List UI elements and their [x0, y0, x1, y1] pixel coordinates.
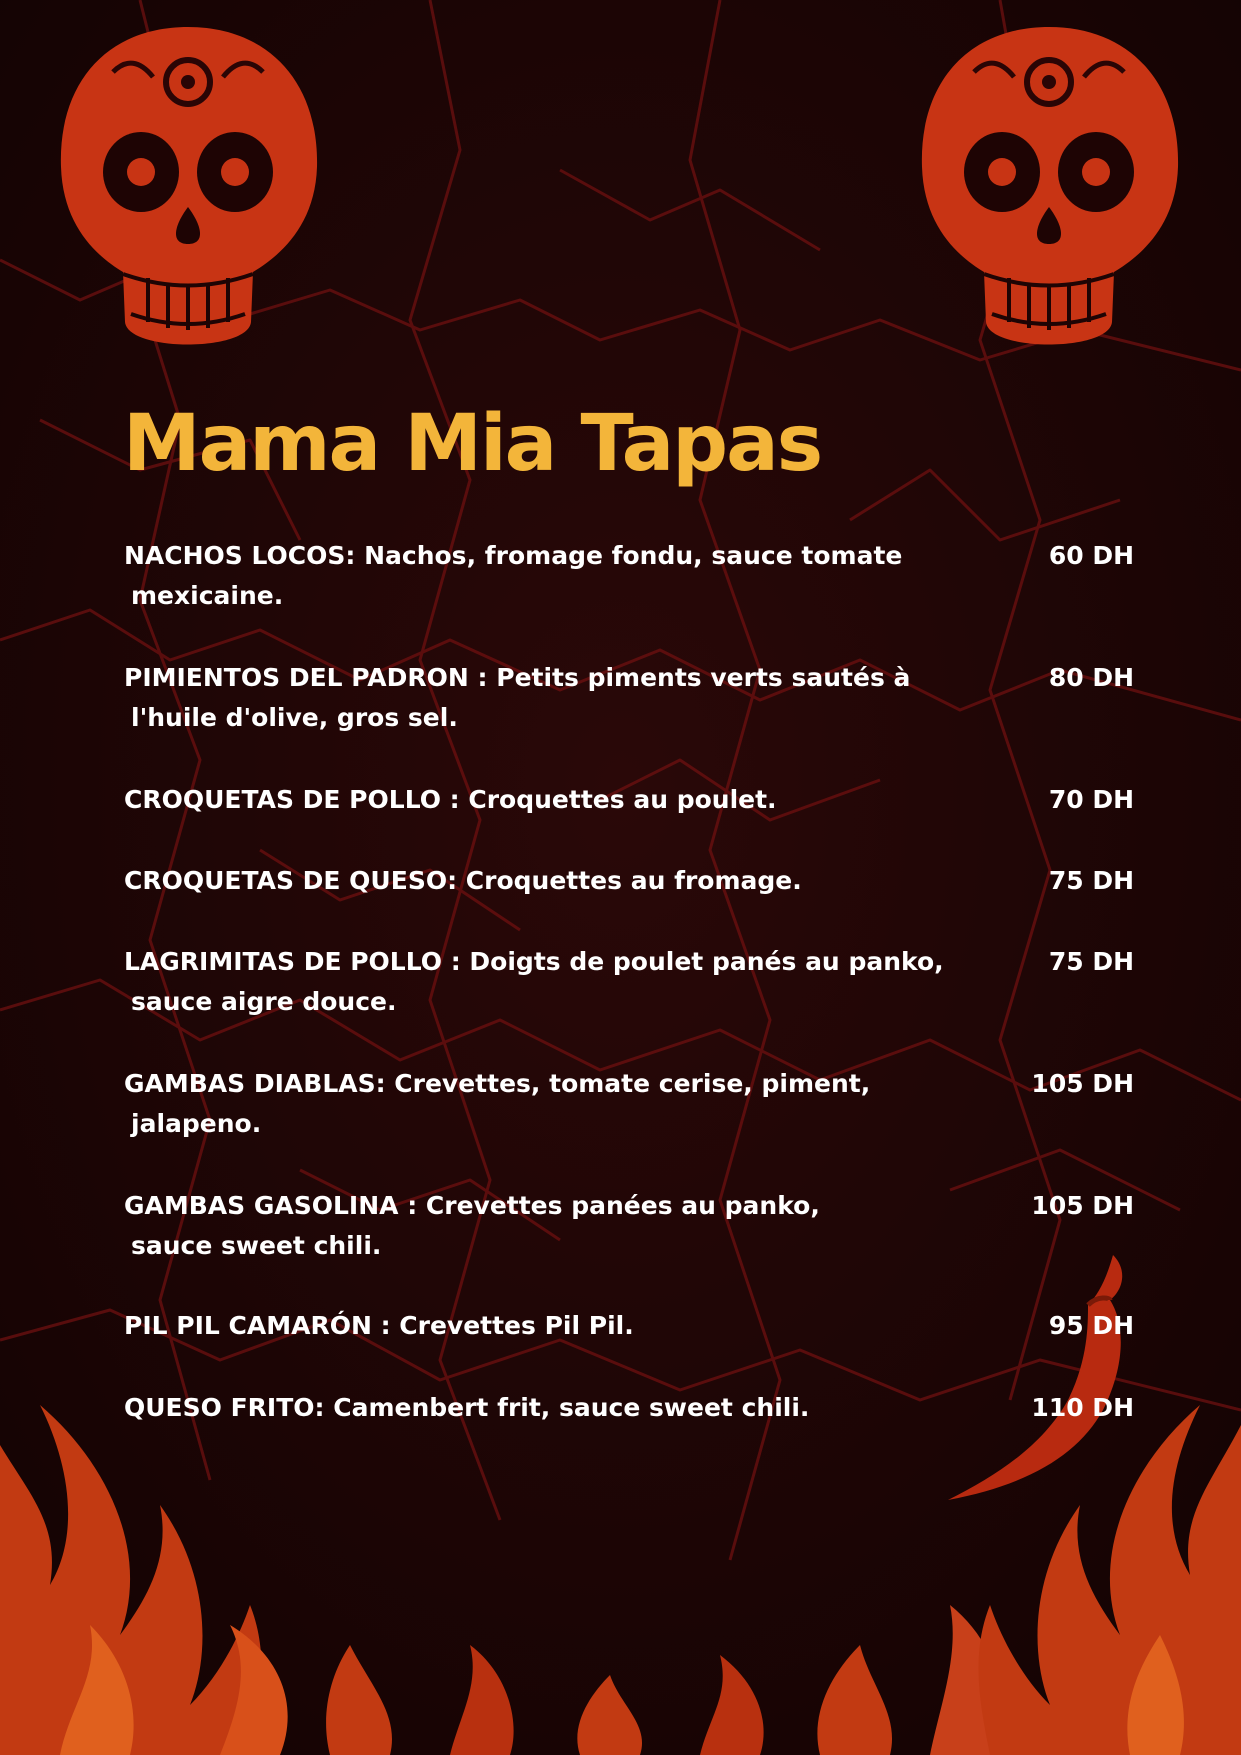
menu-item-name: CROQUETAS DE POLLO : Croquettes au poulet.: [124, 785, 777, 814]
menu-item: [124, 536, 1134, 616]
menu-item-price: 105 DH: [1031, 1191, 1134, 1220]
menu-item: [124, 1186, 1134, 1266]
menu-item-price: 105 DH: [1031, 1069, 1134, 1098]
menu-item-description: mexicaine.: [131, 581, 284, 610]
menu-item-name: PIL PIL CAMARÓN : Crevettes Pil Pil.: [124, 1311, 634, 1340]
menu-item-description: l'huile d'olive, gros sel.: [131, 703, 458, 732]
sugar-skull-icon: [914, 22, 1184, 367]
menu-item-price: 75 DH: [1048, 947, 1134, 976]
page-title: Mama Mia Tapas: [123, 399, 822, 489]
menu-item-name: GAMBAS DIABLAS: Crevettes, tomate cerise, piment,: [124, 1069, 871, 1098]
menu-item-name: NACHOS LOCOS: Nachos, fromage fondu, sauce tomate: [124, 541, 903, 570]
menu-item: [124, 1306, 1134, 1346]
menu-item-name: PIMIENTOS DEL PADRON : Petits piments verts sautés à: [124, 663, 911, 692]
sugar-skull-icon: [53, 22, 323, 367]
flames-icon: [0, 1405, 1241, 1755]
menu-item-name: QUESO FRITO: Camenbert frit, sauce sweet chili.: [124, 1393, 810, 1422]
menu-item-price: 80 DH: [1048, 663, 1134, 692]
menu-item-description: sauce aigre douce.: [131, 987, 397, 1016]
menu-item-name: LAGRIMITAS DE POLLO : Doigts de poulet panés au panko,: [124, 947, 944, 976]
menu-item-name: CROQUETAS DE QUESO: Croquettes au fromage.: [124, 866, 802, 895]
menu-item-description: jalapeno.: [131, 1109, 262, 1138]
menu-item-name: GAMBAS GASOLINA : Crevettes panées au panko,: [124, 1191, 820, 1220]
menu-item: [124, 942, 1134, 1022]
menu-item: [124, 1388, 1134, 1428]
menu-item-price: 70 DH: [1048, 785, 1134, 814]
menu-item-price: 110 DH: [1031, 1393, 1134, 1422]
menu-item-price: 95 DH: [1048, 1311, 1134, 1340]
menu-item-price: 75 DH: [1048, 866, 1134, 895]
menu-item: [124, 780, 1134, 820]
menu-item: [124, 861, 1134, 901]
menu-item: [124, 658, 1134, 738]
menu-item-description: sauce sweet chili.: [131, 1231, 382, 1260]
menu-item-price: 60 DH: [1048, 541, 1134, 570]
menu-item: [124, 1064, 1134, 1144]
